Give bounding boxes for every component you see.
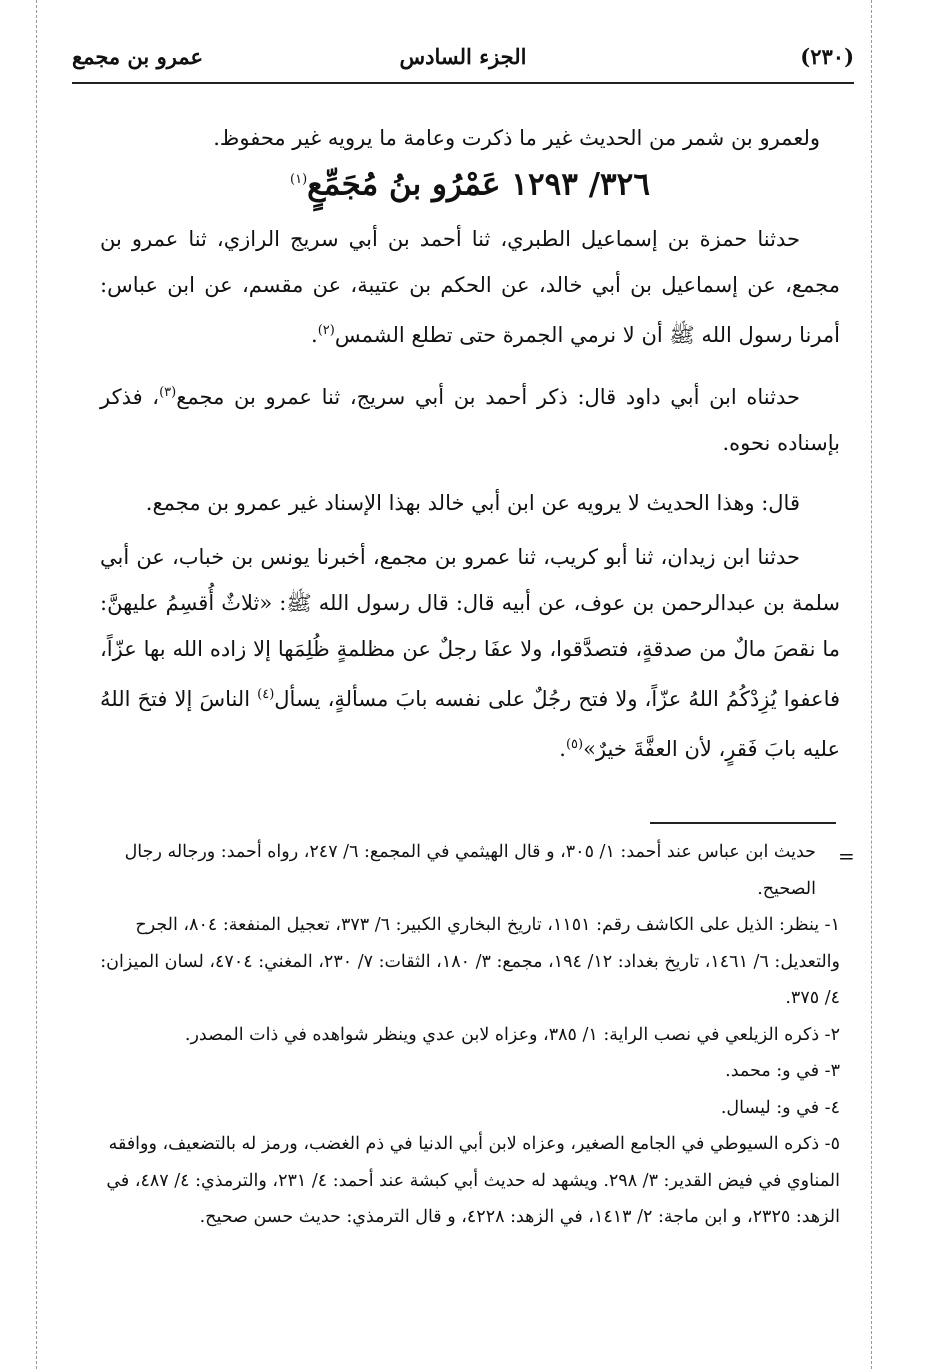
header-rule <box>72 82 854 84</box>
paragraph-1-end: . <box>311 323 318 347</box>
intro-line <box>100 115 840 161</box>
scan-dash-line-right <box>871 0 872 1369</box>
page-number: (٢٣٠) <box>800 44 854 69</box>
entry-title-note: (١) <box>290 172 308 187</box>
footnote-1: ١- ينظر: الذيل على الكاشف رقم: ١١٥١، تاريخ البخاري الكبير: ٦/ ٣٧٣، تعجيل المنفعة: ٨٠٤، الجرح والتعديل: ٦/ ١٤٦١، تاريخ بغداد: ١٢/ ١٩٤، مجمع: ٣/ ١٨٠، الثقات: ٧/ ٢٣٠، المغني: ٤٧٠٤، لسان الميزان: ٤/ ٣٧٥. <box>100 915 840 1008</box>
paragraph-4 <box>100 534 840 772</box>
paragraph-4-text-a: حدثنا ابن زيدان، ثنا أبو كريب، ثنا عمرو بن مجمع، أخبرنا يونس بن خباب، عن أبي سلمة بن عبدالرحمن بن عوف، عن أبيه قال: قال رسول الله ﷺ: «ثلاثٌ أُقسِمُ عليهنَّ: ما نقصَ مالٌ من صدقةٍ، فتصدَّقوا، ولا عفَا رجلٌ عن مظلمةٍ ظُلِمَها إلا زاده الله بها عزّاً، فاعفوا يُزِدْكُمُ اللهُ عزّاً، ولا فتح رجُلٌ على نفسه بابَ مسألةٍ، يسأل <box>100 545 841 711</box>
entry-title <box>100 156 840 208</box>
paragraph-3-text: قال: وهذا الحديث لا يرويه عن ابن أبي خالد بهذا الإسناد غير عمرو بن مجمع. <box>145 491 800 515</box>
footnote-2: ٢- ذكره الزيلعي في نصب الراية: ١/ ٣٨٥، وعزاه لابن عدي وينظر شواهده في ذات المصدر. <box>184 1024 840 1045</box>
volume-part: الجزء السادس <box>399 44 527 69</box>
paragraph-4-end: . <box>559 737 566 761</box>
continuation-mark: = <box>838 844 855 868</box>
footnote-3: ٣- في و: محمد. <box>725 1061 840 1081</box>
paragraph-1-text: حدثنا حمزة بن إسماعيل الطبري، ثنا أحمد بن أبي سريج الرازي، ثنا عمرو بن مجمع، عن إسماعيل بن أبي خالد، عن الحكم بن عتيبة، عن مقسم، عن ابن عباس: أمرنا رسول الله ﷺ أن لا نرمي الجمرة حتى تطلع الشمس <box>100 227 840 347</box>
entry-title-text: ٣٢٦/ ١٢٩٣ عَمْرُو بنُ مُجَمِّعٍ <box>307 166 650 203</box>
footnote-ref-2: (٢) <box>317 323 335 338</box>
scan-dash-line-left <box>36 0 37 1369</box>
footnote-ref-3: (٣) <box>159 385 177 400</box>
paragraph-2 <box>100 370 840 466</box>
footnote-ref-4: (٤) <box>257 687 275 702</box>
footnote-separator <box>650 822 836 824</box>
footnotes <box>100 834 840 1236</box>
footnote-continuation: حديث ابن عباس عند أحمد: ١/ ٣٠٥، و قال الهيثمي في المجمع: ٦/ ٢٤٧، رواه أحمد: ورجاله رجال الصحيح. <box>124 842 816 899</box>
page-header <box>72 38 854 82</box>
footnote-4: ٤- في و: ليسال. <box>720 1097 840 1118</box>
paragraph-2-text: حدثناه ابن أبي داود قال: ذكر أحمد بن أبي سريج، ثنا عمرو بن مجمع <box>176 385 800 409</box>
paragraph-4-text-b: الناسَ إلا فتحَ اللهُ عليه بابَ فَقرٍ، لأن العفَّةَ خيرٌ» <box>100 687 840 761</box>
footnote-5: ٥- ذكره السيوطي في الجامع الصغير، وعزاه لابن أبي الدنيا في ذم الغضب، ورمز له بالتضعيف، ووافقه المناوي في فيض القدير: ٣/ ٢٩٨. ويشهد له حديث أبي كبشة عند أحمد: ٤/ ٢٣١، والترمذي: ٤/ ٤٨٧، في الزهد: ٢٣٢٥، و ابن ماجة: ٢/ ١٤١٣، في الزهد: ٤٢٢٨، و قال الترمذي: حديث حسن صحيح. <box>106 1134 840 1227</box>
paragraph-3 <box>100 480 840 526</box>
running-title: عمرو بن مجمع <box>72 44 203 69</box>
footnote-ref-5: (٥) <box>565 737 584 752</box>
intro-text: ولعمرو بن شمر من الحديث غير ما ذكرت وعامة ما يرويه غير محفوظ. <box>213 126 820 150</box>
paragraph-2-end: ، فذكر بإسناده نحوه. <box>100 385 840 455</box>
paragraph-1 <box>100 216 840 358</box>
